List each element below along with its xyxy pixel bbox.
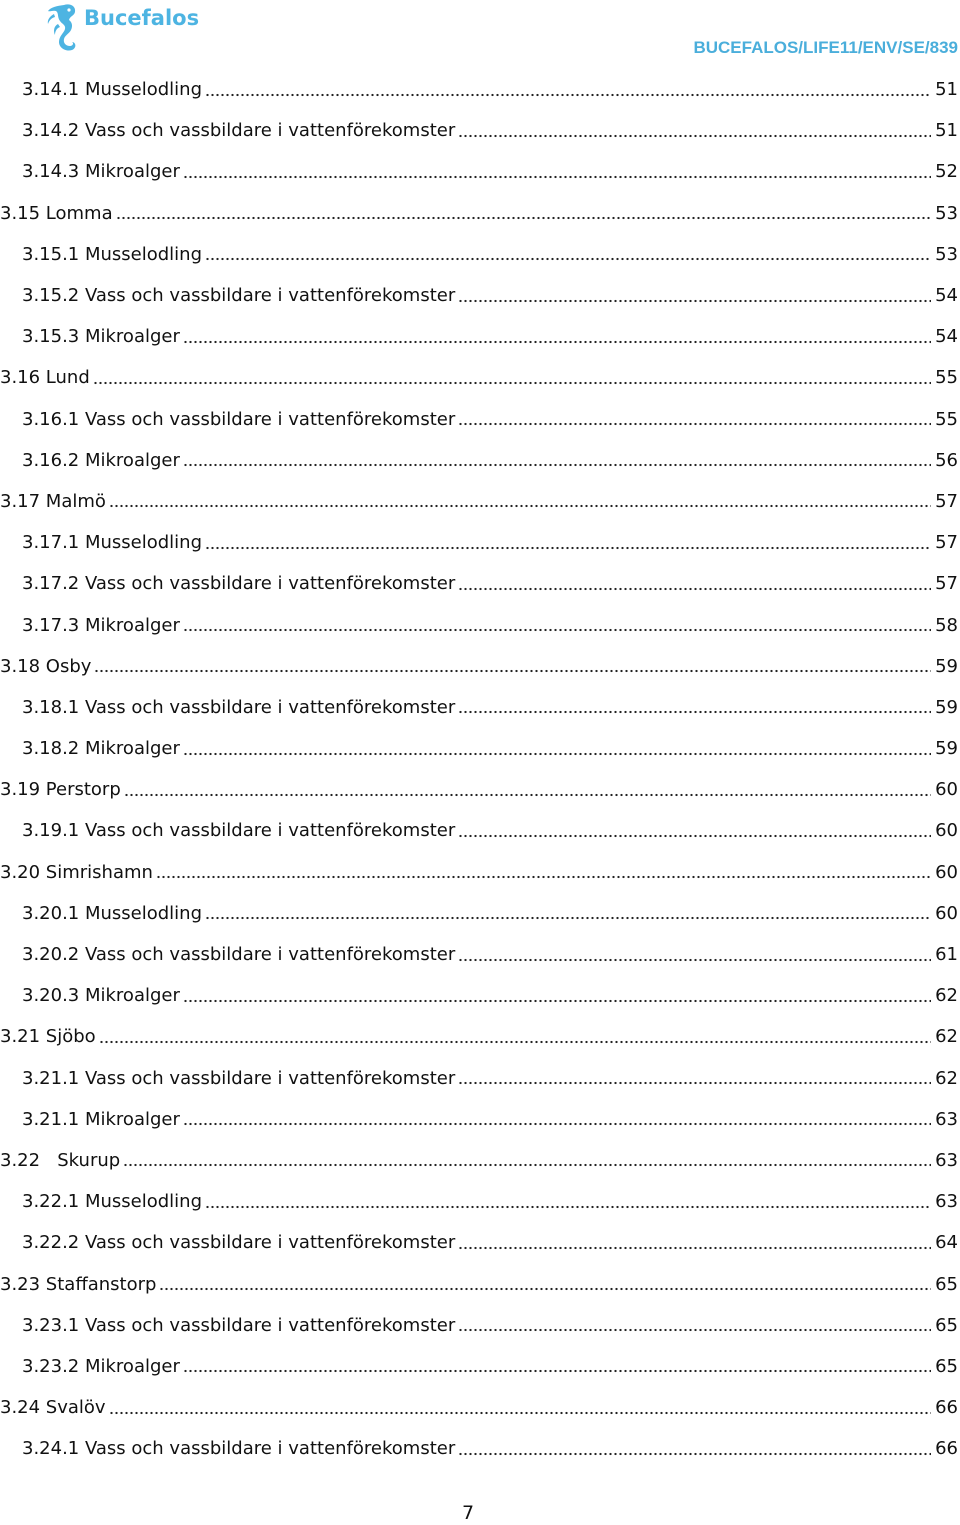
toc-entry-page: 53 bbox=[935, 243, 958, 265]
toc-dot-leader bbox=[123, 1151, 931, 1169]
toc-entry[interactable] bbox=[0, 646, 960, 687]
toc-dot-leader bbox=[109, 492, 931, 510]
toc-dot-leader bbox=[458, 287, 931, 305]
toc-entry[interactable] bbox=[0, 1387, 960, 1428]
toc-entry-page: 66 bbox=[935, 1438, 958, 1460]
toc-entry-page: 65 bbox=[935, 1273, 958, 1295]
toc-dot-leader bbox=[205, 81, 931, 99]
toc-entry-title: 3.24 Svalöv bbox=[0, 1397, 106, 1419]
toc-dot-leader bbox=[124, 781, 931, 799]
toc-entry-title: 3.14.2 Vass och vassbildare i vattenförekomster bbox=[22, 120, 456, 142]
toc-entry-title: 3.17.3 Mikroalger bbox=[22, 614, 180, 636]
toc-dot-leader bbox=[458, 946, 931, 964]
toc-entry[interactable] bbox=[0, 604, 960, 645]
toc-dot-leader bbox=[458, 822, 931, 840]
toc-entry-title: 3.20 Simrishamn bbox=[0, 861, 153, 883]
toc-entry-title: 3.16.1 Vass och vassbildare i vattenförekomster bbox=[22, 408, 456, 430]
toc-entry[interactable] bbox=[0, 399, 960, 440]
toc-entry-title: 3.23 Staffanstorp bbox=[0, 1273, 157, 1295]
toc-entry[interactable] bbox=[0, 1099, 960, 1140]
toc-entry[interactable] bbox=[0, 110, 960, 151]
toc-entry[interactable] bbox=[0, 522, 960, 563]
toc-entry-title: 3.23.1 Vass och vassbildare i vattenförekomster bbox=[22, 1314, 456, 1336]
toc-entry-title: 3.23.2 Mikroalger bbox=[22, 1355, 180, 1377]
toc-entry-page: 57 bbox=[935, 532, 958, 554]
toc-entry[interactable] bbox=[0, 975, 960, 1016]
toc-dot-leader bbox=[183, 451, 931, 469]
toc-dot-leader bbox=[458, 575, 931, 593]
toc-entry-title: 3.16.2 Mikroalger bbox=[22, 449, 180, 471]
toc-entry[interactable] bbox=[0, 893, 960, 934]
toc-entry[interactable] bbox=[0, 852, 960, 893]
toc-dot-leader bbox=[183, 328, 931, 346]
toc-entry[interactable] bbox=[0, 151, 960, 192]
page-header bbox=[0, 0, 960, 62]
toc-entry-page: 51 bbox=[935, 120, 958, 142]
toc-entry-title: 3.18.1 Vass och vassbildare i vattenförekomster bbox=[22, 696, 456, 718]
project-code: BUCEFALOS/LIFE11/ENV/SE/839 bbox=[693, 38, 958, 57]
toc-entry-title: 3.21.1 Mikroalger bbox=[22, 1108, 180, 1130]
toc-entry-title: 3.18.2 Mikroalger bbox=[22, 738, 180, 760]
toc-entry-page: 54 bbox=[935, 326, 958, 348]
toc-entry[interactable] bbox=[0, 481, 960, 522]
toc-entry-page: 59 bbox=[935, 738, 958, 760]
toc-dot-leader bbox=[458, 1234, 931, 1252]
toc-dot-leader bbox=[99, 1028, 931, 1046]
toc-entry-page: 65 bbox=[935, 1314, 958, 1336]
toc-entry[interactable] bbox=[0, 769, 960, 810]
bucefalos-logo bbox=[42, 2, 202, 54]
toc-entry[interactable] bbox=[0, 1346, 960, 1387]
toc-entry-title: 3.20.2 Vass och vassbildare i vattenförekomster bbox=[22, 944, 456, 966]
page-number: 7 bbox=[461, 1502, 475, 1524]
toc-entry[interactable] bbox=[0, 440, 960, 481]
toc-entry-page: 57 bbox=[935, 573, 958, 595]
toc-entry[interactable] bbox=[0, 728, 960, 769]
toc-entry[interactable] bbox=[0, 234, 960, 275]
toc-dot-leader bbox=[183, 987, 931, 1005]
toc-entry-page: 60 bbox=[935, 861, 958, 883]
toc-dot-leader bbox=[183, 616, 931, 634]
toc-entry-title: 3.15.2 Vass och vassbildare i vattenförekomster bbox=[22, 285, 456, 307]
toc-entry-page: 61 bbox=[935, 944, 958, 966]
toc-entry[interactable] bbox=[0, 275, 960, 316]
toc-dot-leader bbox=[183, 163, 931, 181]
toc-entry-page: 63 bbox=[935, 1191, 958, 1213]
toc-entry-page: 64 bbox=[935, 1232, 958, 1254]
toc-dot-leader bbox=[93, 369, 931, 387]
toc-entry-title: 3.21 Sjöbo bbox=[0, 1026, 96, 1048]
toc-entry-title: 3.17.1 Musselodling bbox=[22, 532, 203, 554]
toc-entry-page: 60 bbox=[935, 902, 958, 924]
toc-dot-leader bbox=[458, 1316, 931, 1334]
toc-dot-leader bbox=[205, 245, 931, 263]
toc-entry-title: 3.20.1 Musselodling bbox=[22, 902, 203, 924]
toc-entry-page: 54 bbox=[935, 285, 958, 307]
toc-entry-title: 3.24.1 Vass och vassbildare i vattenförekomster bbox=[22, 1438, 456, 1460]
toc-entry-page: 59 bbox=[935, 696, 958, 718]
toc-dot-leader bbox=[458, 1069, 931, 1087]
toc-dot-leader bbox=[156, 863, 931, 881]
toc-entry-title: 3.15.1 Musselodling bbox=[22, 243, 203, 265]
toc-entry-page: 52 bbox=[935, 161, 958, 183]
toc-entry-page: 65 bbox=[935, 1355, 958, 1377]
toc-entry-page: 58 bbox=[935, 614, 958, 636]
toc-entry-title: 3.14.1 Musselodling bbox=[22, 79, 203, 101]
seahorse-icon bbox=[42, 2, 86, 54]
toc-entry-title: 3.21.1 Vass och vassbildare i vattenförekomster bbox=[22, 1067, 456, 1089]
logo-text: Bucefalos bbox=[84, 6, 200, 30]
toc-entry[interactable] bbox=[0, 357, 960, 398]
toc-entry[interactable] bbox=[0, 934, 960, 975]
toc-dot-leader bbox=[94, 657, 931, 675]
toc-dot-leader bbox=[458, 698, 931, 716]
toc-entry-page: 62 bbox=[935, 985, 958, 1007]
toc-entry-title: 3.17 Malmö bbox=[0, 490, 106, 512]
toc-entry-page: 57 bbox=[935, 490, 958, 512]
toc-entry[interactable] bbox=[0, 1181, 960, 1222]
toc-dot-leader bbox=[205, 904, 931, 922]
toc-entry[interactable] bbox=[0, 1222, 960, 1263]
toc-entry-title: 3.16 Lund bbox=[0, 367, 90, 389]
toc-entry[interactable] bbox=[0, 193, 960, 234]
toc-entry-title: 3.20.3 Mikroalger bbox=[22, 985, 180, 1007]
toc-entry-title: 3.15 Lomma bbox=[0, 202, 113, 224]
toc-entry-page: 53 bbox=[935, 202, 958, 224]
toc-entry[interactable] bbox=[0, 316, 960, 357]
toc-entry-title: 3.22.2 Vass och vassbildare i vattenförekomster bbox=[22, 1232, 456, 1254]
toc-entry[interactable] bbox=[0, 69, 960, 110]
toc-entry[interactable] bbox=[0, 1016, 960, 1057]
toc-dot-leader bbox=[183, 740, 931, 758]
toc-dot-leader bbox=[109, 1399, 931, 1417]
toc-entry-page: 63 bbox=[935, 1108, 958, 1130]
toc-dot-leader bbox=[458, 122, 931, 140]
toc-entry-page: 62 bbox=[935, 1026, 958, 1048]
toc-entry-title: 3.15.3 Mikroalger bbox=[22, 326, 180, 348]
toc-dot-leader bbox=[159, 1275, 931, 1293]
toc-entry-page: 51 bbox=[935, 79, 958, 101]
toc-entry-title: 3.17.2 Vass och vassbildare i vattenförekomster bbox=[22, 573, 456, 595]
toc-entry[interactable] bbox=[0, 563, 960, 604]
toc-entry-page: 55 bbox=[935, 408, 958, 430]
toc-dot-leader bbox=[458, 1440, 931, 1458]
toc-dot-leader bbox=[183, 1110, 931, 1128]
toc-entry-title: 3.22.1 Musselodling bbox=[22, 1191, 203, 1213]
toc-entry-page: 56 bbox=[935, 449, 958, 471]
toc-entry-title: 3.18 Osby bbox=[0, 655, 92, 677]
toc-entry-page: 55 bbox=[935, 367, 958, 389]
toc-entry-title: 3.19 Perstorp bbox=[0, 779, 121, 801]
toc-entry-title: 3.14.3 Mikroalger bbox=[22, 161, 180, 183]
toc-dot-leader bbox=[116, 204, 931, 222]
toc-entry-page: 66 bbox=[935, 1397, 958, 1419]
toc-entry[interactable] bbox=[0, 1305, 960, 1346]
toc-dot-leader bbox=[205, 534, 931, 552]
toc-entry-title: 3.19.1 Vass och vassbildare i vattenförekomster bbox=[22, 820, 456, 842]
toc-entry[interactable] bbox=[0, 810, 960, 851]
toc-entry[interactable] bbox=[0, 1428, 960, 1469]
toc-entry-page: 63 bbox=[935, 1149, 958, 1171]
toc-dot-leader bbox=[205, 1193, 931, 1211]
toc-dot-leader bbox=[183, 1357, 931, 1375]
toc-entry-title: 3.22 Skurup bbox=[0, 1149, 121, 1171]
toc-entry-page: 59 bbox=[935, 655, 958, 677]
toc-entry[interactable] bbox=[0, 1140, 960, 1181]
table-of-contents bbox=[0, 69, 960, 1469]
toc-entry-page: 62 bbox=[935, 1067, 958, 1089]
toc-dot-leader bbox=[458, 410, 931, 428]
toc-entry[interactable] bbox=[0, 1263, 960, 1304]
toc-entry-page: 60 bbox=[935, 779, 958, 801]
toc-entry[interactable] bbox=[0, 1058, 960, 1099]
toc-entry[interactable] bbox=[0, 687, 960, 728]
toc-entry-page: 60 bbox=[935, 820, 958, 842]
